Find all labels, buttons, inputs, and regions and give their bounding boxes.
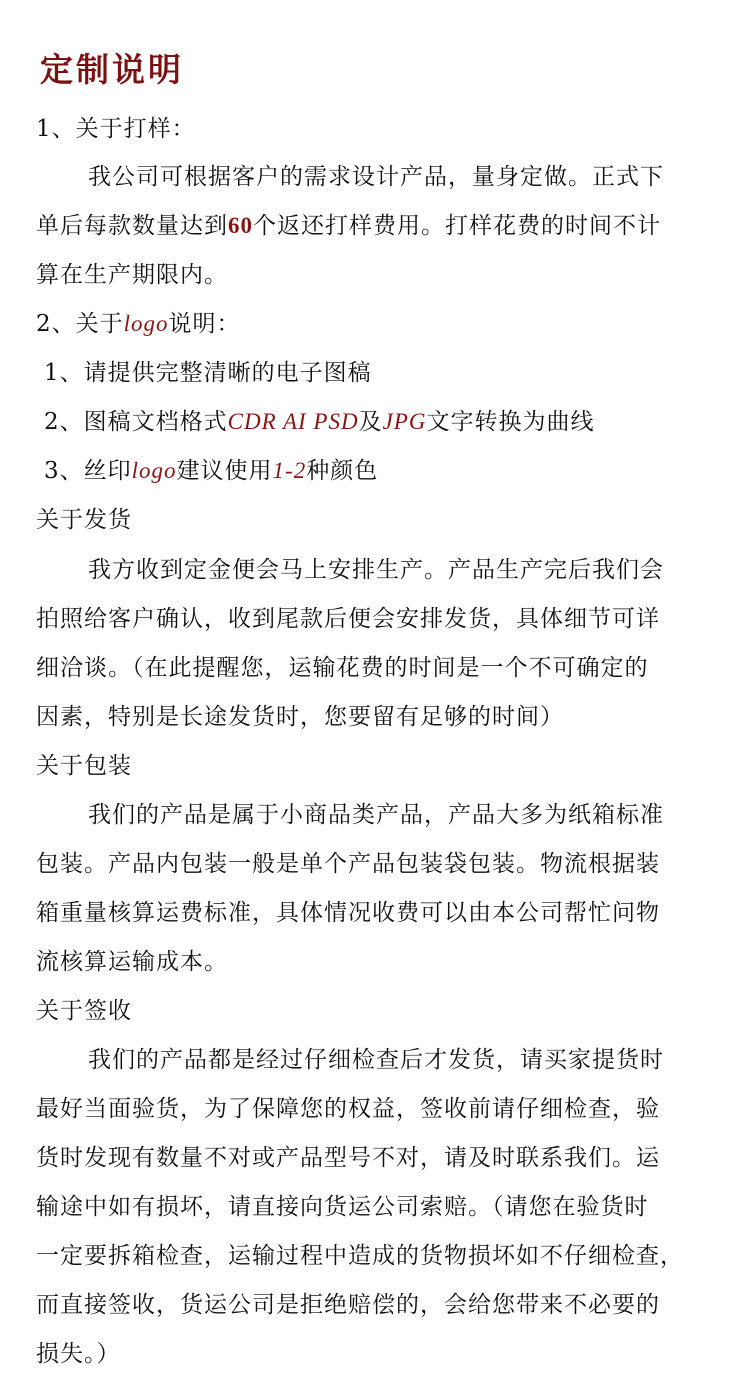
page-title: 定制说明 [40, 50, 184, 89]
packaging-paragraph-line: 包装。产品内包装一般是单个产品包装袋包装。物流根据装 [36, 851, 660, 877]
logo-item-3 [44, 456, 378, 486]
logo-heading-text: 2、关于 [36, 311, 124, 337]
receipt-paragraph-line: 一定要拆箱检查，运输过程中造成的货物损坏如不仔细检查， [36, 1243, 684, 1269]
logo-item-text: 文字转换为曲线 [426, 409, 595, 435]
file-formats: CDR AI PSD [227, 409, 359, 434]
receipt-paragraph-line: 最好当面验货，为了保障您的权益，签收前请仔细检查，验 [36, 1096, 660, 1122]
color-count-range: 1-2 [272, 458, 307, 483]
section-packaging-heading: 关于包装 [36, 753, 132, 779]
packaging-paragraph-line: 我们的产品是属于小商品类产品，产品大多为纸箱标准 [88, 802, 664, 828]
sampling-paragraph-line [36, 211, 661, 241]
receipt-paragraph-line: 输途中如有损坏，请直接向货运公司索赔。（请您在验货时 [36, 1194, 649, 1220]
logo-item-1: 1、请提供完整清晰的电子图稿 [44, 360, 372, 386]
receipt-paragraph-line: 而直接签收，货运公司是拒绝赔偿的，会给您带来不必要的 [36, 1292, 660, 1318]
receipt-paragraph-line: 货时发现有数量不对或产品型号不对，请及时联系我们。运 [36, 1145, 660, 1171]
logo-item-text: 及 [358, 409, 383, 435]
section-shipping-heading: 关于发货 [36, 507, 132, 533]
packaging-paragraph-line: 箱重量核算运费标准，具体情况收费可以由本公司帮忙问物 [36, 900, 660, 926]
sampling-text: 单后每款数量达到 [36, 213, 228, 239]
sample-quantity-number: 60 [228, 213, 253, 238]
sampling-text: 个返还打样费用。打样花费的时间不计 [253, 213, 661, 239]
receipt-paragraph-line: 损失。） [36, 1341, 121, 1367]
logo-item-text: 3、丝印 [44, 458, 132, 484]
logo-keyword: logo [131, 458, 177, 483]
logo-item-text: 建议使用 [176, 458, 273, 484]
logo-heading-text: 说明： [168, 311, 241, 337]
logo-item-2 [44, 407, 594, 437]
shipping-paragraph-line: 因素，特别是长途发货时，您要留有足够的时间） [36, 704, 564, 730]
sampling-paragraph-line: 算在生产期限内。 [36, 262, 228, 288]
logo-keyword: logo [123, 311, 169, 336]
section-sampling-heading: 1、关于打样： [36, 116, 196, 142]
file-format-jpg: JPG [382, 409, 427, 434]
logo-item-text: 2、图稿文档格式 [44, 409, 228, 435]
logo-item-text: 种颜色 [306, 458, 379, 484]
shipping-paragraph-line: 细洽谈。（在此提醒您，运输花费的时间是一个不可确定的 [36, 655, 649, 681]
section-receipt-heading: 关于签收 [36, 998, 132, 1024]
section-logo-heading [36, 309, 241, 339]
packaging-paragraph-line: 流核算运输成本。 [36, 949, 228, 975]
shipping-paragraph-line: 我方收到定金便会马上安排生产。产品生产完后我们会 [88, 557, 664, 583]
receipt-paragraph-line: 我们的产品都是经过仔细检查后才发货，请买家提货时 [88, 1047, 664, 1073]
sampling-paragraph-line: 我公司可根据客户的需求设计产品，量身定做。正式下 [88, 164, 664, 190]
shipping-paragraph-line: 拍照给客户确认，收到尾款后便会安排发货，具体细节可详 [36, 606, 660, 632]
